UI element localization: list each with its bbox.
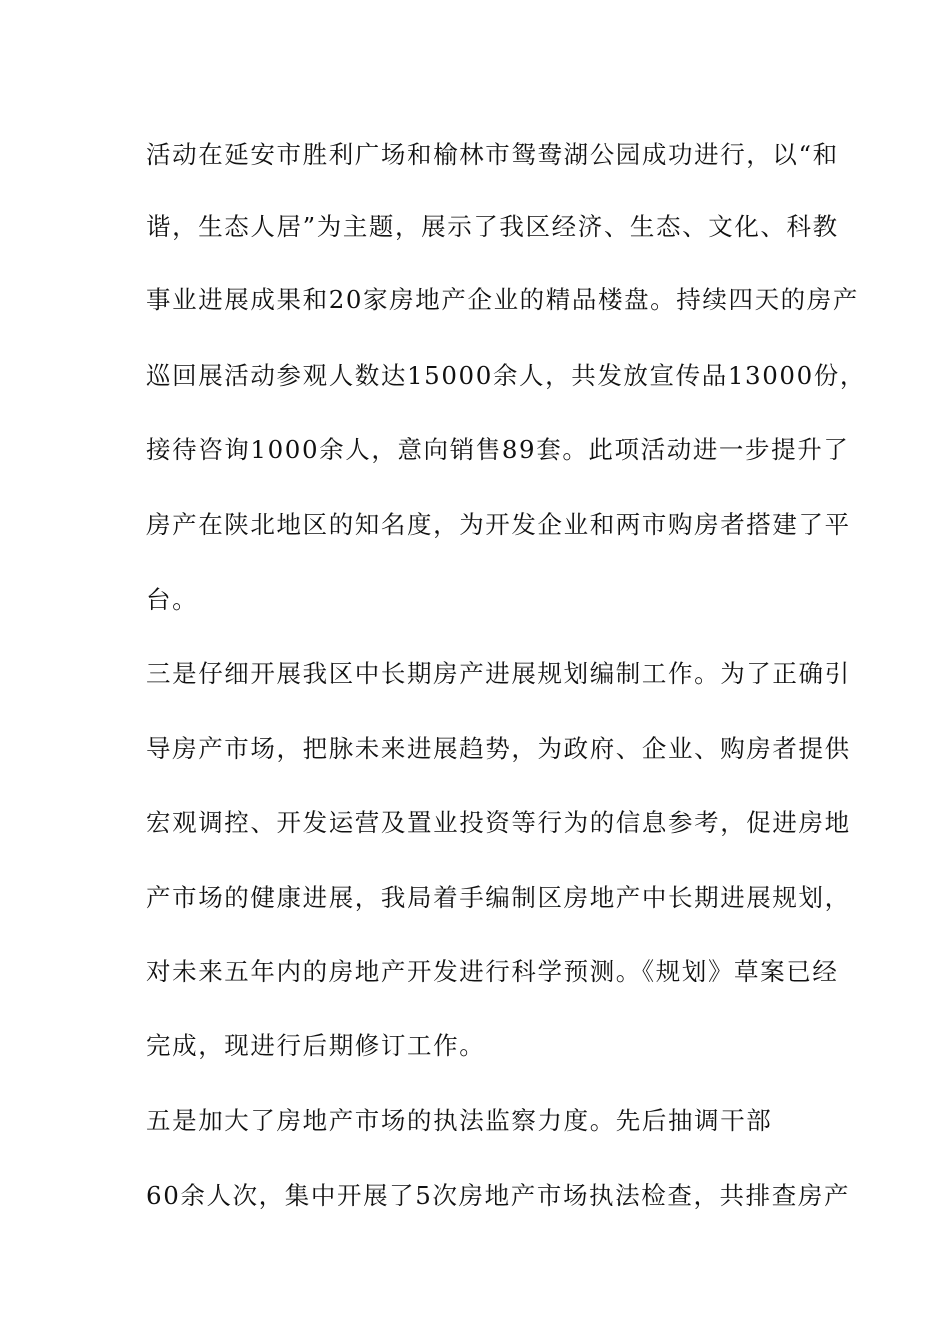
text-line: 活动在延安市胜利广场和榆林市鸳鸯湖公园成功进行，以“和 [146, 140, 839, 169]
text-line: 导房产市场，把脉未来进展趋势，为政府、企业、购房者提供 [146, 734, 851, 763]
text-line: 完成，现进行后期修订工作。 [146, 1031, 486, 1060]
text-line: 谐，生态人居”为主题，展示了我区经济、生态、文化、科教 [146, 212, 839, 241]
text-line: 台。 [146, 585, 199, 614]
text-line: 宏观调控、开发运营及置业投资等行为的信息参考，促进房地 [146, 808, 851, 837]
text-line: 对未来五年内的房地产开发进行科学预测。《规划》草案已经 [146, 957, 839, 986]
text-line: 房产在陕北地区的知名度，为开发企业和两市购房者搭建了平 [146, 510, 851, 539]
text-line: 60余人次，集中开展了5次房地产市场执法检查，共排查房产 [146, 1181, 851, 1210]
text-line: 接待咨询1000余人，意向销售89套。此项活动进一步提升了 [146, 435, 850, 464]
text-line: 五是加大了房地产市场的执法监察力度。先后抽调干部 [146, 1106, 773, 1135]
text-line: 事业进展成果和20家房地产企业的精品楼盘。持续四天的房产 [146, 285, 859, 314]
text-line: 产市场的健康进展，我局着手编制区房地产中长期进展规划， [146, 883, 851, 912]
text-line: 巡回展活动参观人数达15000余人，共发放宣传品13000份， [146, 361, 866, 390]
text-line: 三是仔细开展我区中长期房产进展规划编制工作。为了正确引 [146, 659, 851, 688]
